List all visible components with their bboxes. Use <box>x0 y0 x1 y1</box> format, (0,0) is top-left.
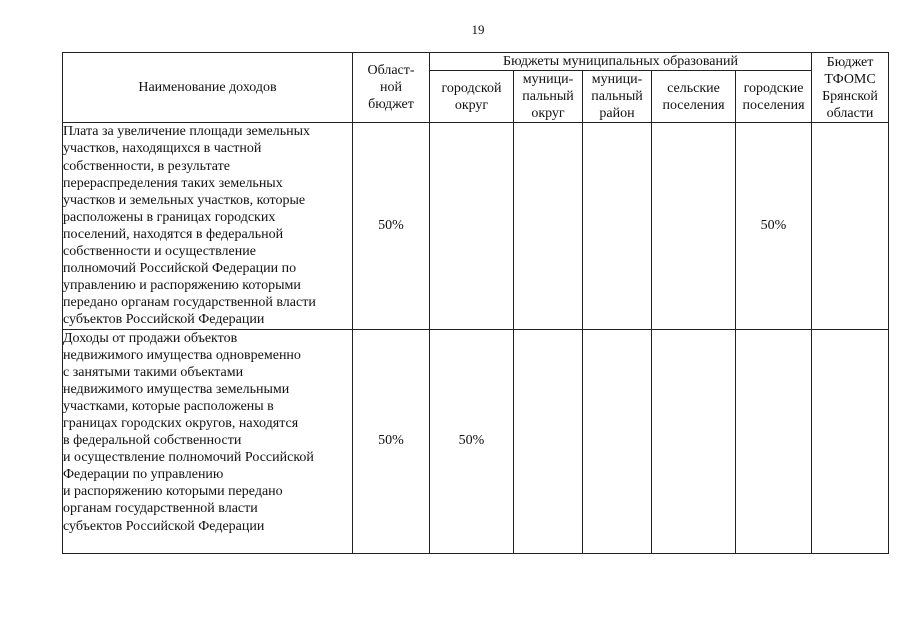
header-line: округ <box>454 97 489 113</box>
header-line: Брянской <box>822 88 878 104</box>
header-line: пальный <box>591 89 643 105</box>
rural-settlements-share <box>652 329 736 553</box>
income-name-line: участками, которые расположены в <box>63 398 274 414</box>
tfoms-budget-share <box>812 329 889 553</box>
income-name-line: собственности, в результате <box>63 158 230 174</box>
table-row <box>63 123 889 329</box>
header-line: пальный <box>522 89 574 105</box>
header-municipal-budgets: Бюджеты муниципальных образований <box>430 53 812 71</box>
header-city-district <box>430 71 514 123</box>
regional-budget-share: 50% <box>353 123 430 329</box>
header-line: Област- <box>367 63 415 79</box>
header-line: ТФОМС <box>824 71 876 87</box>
income-name-line: управлению и распоряжению которыми <box>63 278 301 294</box>
municipal-district-share <box>514 123 583 329</box>
header-line: поселения <box>742 97 805 113</box>
municipal-area-share <box>583 123 652 329</box>
income-name-line: Доходы от продажи объектов <box>63 330 238 346</box>
income-name-line: с занятыми такими объектами <box>63 364 244 380</box>
income-name-line: субъектов Российской Федерации <box>63 518 265 534</box>
header-line: район <box>599 106 635 122</box>
income-name-line: недвижимого имущества земельными <box>63 381 290 397</box>
table-row <box>63 329 889 553</box>
city-district-share: 50% <box>430 329 514 553</box>
income-name-line: Федерации по управлению <box>63 467 224 483</box>
header-line: Бюджет <box>826 54 874 70</box>
urban-settlements-share: 50% <box>736 123 812 329</box>
header-line: муници- <box>591 72 643 88</box>
income-name-line: перераспределения таких земельных <box>63 175 283 191</box>
header-line: области <box>826 105 874 121</box>
income-name-line: полномочий Российской Федерации по <box>63 261 297 277</box>
income-name-line: в федеральной собственности <box>63 433 242 449</box>
income-name-line: органам государственной власти <box>63 501 258 517</box>
income-name-cell <box>63 329 353 553</box>
header-rural-settlements <box>652 71 736 123</box>
header-line: городской <box>441 80 502 96</box>
city-district-share <box>430 123 514 329</box>
urban-settlements-share <box>736 329 812 553</box>
header-line: муници- <box>522 72 574 88</box>
page-number: 19 <box>471 22 485 37</box>
header-tfoms-budget <box>812 53 889 123</box>
income-name-line: недвижимого имущества одновременно <box>63 347 301 363</box>
header-municipal-area <box>583 71 652 123</box>
header-line: поселения <box>662 97 725 113</box>
header-line: ной <box>380 80 402 96</box>
income-name-line: и распоряжению которыми передано <box>63 484 283 500</box>
rural-settlements-share <box>652 123 736 329</box>
tfoms-budget-share <box>812 123 889 329</box>
header-regional-budget <box>353 53 430 123</box>
header-line: городские <box>743 80 804 96</box>
header-income-name: Наименование доходов <box>63 53 353 123</box>
income-name-line: субъектов Российской Федерации <box>63 312 265 328</box>
income-name-line: Плата за увеличение площади земельных <box>63 124 311 140</box>
regional-budget-share: 50% <box>353 329 430 553</box>
income-name-line: границах городских округов, находятся <box>63 415 299 431</box>
income-name-line: передано органам государственной власти <box>63 295 316 311</box>
header-line: округ <box>531 106 565 122</box>
header-urban-settlements <box>736 71 812 123</box>
income-distribution-table <box>62 52 889 554</box>
income-name-line: собственности и осуществление <box>63 244 256 260</box>
header-municipal-district <box>514 71 583 123</box>
municipal-area-share <box>583 329 652 553</box>
income-name-line: участков и земельных участков, которые <box>63 192 306 208</box>
municipal-district-share <box>514 329 583 553</box>
income-name-line: расположены в границах городских <box>63 209 276 225</box>
income-name-line: поселений, находятся в федеральной <box>63 226 284 242</box>
income-name-cell <box>63 123 353 329</box>
header-line: сельские <box>667 80 720 96</box>
header-line: бюджет <box>368 97 414 113</box>
income-name-line: участков, находящихся в частной <box>63 141 262 157</box>
income-name-line: и осуществление полномочий Российской <box>63 450 314 466</box>
